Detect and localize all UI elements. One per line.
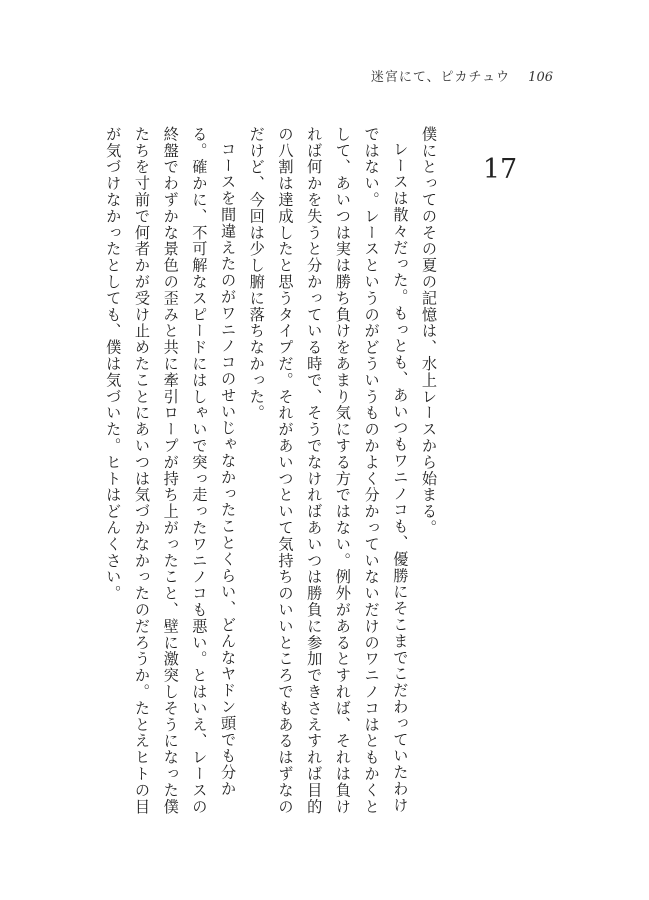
paragraph: コースを間違えたのがワニノコのせいじゃなかったことくらい、どんなヤドン頭でも分かる。確かに、不可解なスピードにはしゃいで突っ走ったワニノコも悪い。とはいえ、レースの終盤でわずかな景色の歪みと共に牽引ロープが持ち上がったこと、壁に激突しそうになった僕たちを寸前で何者かが受け止めたことにあいつは気づかなかったのだろうか。たとえヒトの目が気づけなかったとしても、僕は気づいた。ヒトはどんくさい。 (104, 126, 238, 815)
book-title: 迷宮にて、ピカチュウ (370, 70, 511, 85)
chapter-number: 17 (482, 154, 518, 185)
running-header (371, 66, 553, 85)
paragraph-opening: 僕にとってのその夏の記憶は、水上レースから始まる。 (420, 126, 438, 536)
paragraph: レースは散々だった。もっとも、あいつもワニノコも、優勝にそこまでこだわっていたわけではない。レースというのがどういうものかよく分かっていないだけのワニノコはともかくとして、あいつは実は勝ち負けをあまり気にする方ではない。例外があるとすれば、それは負ければ何かを失うと分かっている時で、そうでなければあいつは勝負に参加できさえすれば目的の八割は達成したと思うタイプだ。それがあいつといて気持ちのいいところでもあるはずなのだけど、今回は少し腑に落ちなかった。 (247, 126, 410, 815)
body-text (99, 126, 443, 816)
page-number: 106 (528, 70, 553, 85)
